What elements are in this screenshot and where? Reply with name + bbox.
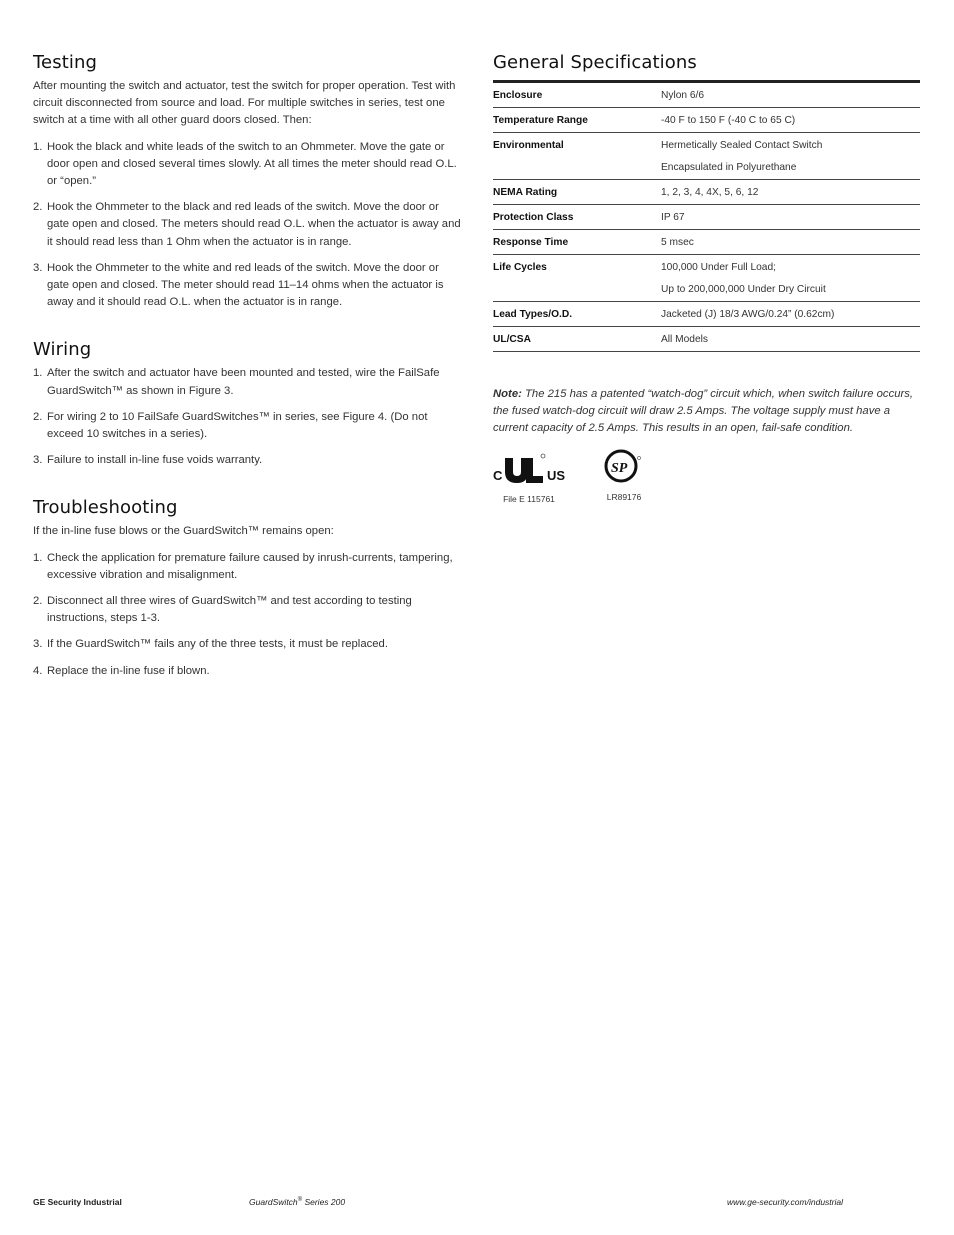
table-row <box>493 205 920 230</box>
list-item <box>33 550 463 584</box>
footer-url: www.ge-security.com/industrial <box>726 1197 843 1207</box>
spec-value: -40 F to 150 F (-40 C to 65 C) <box>661 108 920 133</box>
step-text: Failure to install in-line fuse voids warranty. <box>47 454 263 467</box>
testing-steps <box>33 139 463 312</box>
csa-logo-icon <box>604 448 644 484</box>
svg-text:C: C <box>493 467 503 483</box>
footer-company: GE Security Industrial <box>33 1197 122 1207</box>
list-item <box>33 593 463 627</box>
list-item <box>33 199 463 251</box>
spec-label: NEMA Rating <box>493 180 661 205</box>
step-text: Check the application for premature failure caused by inrush-currents, tampering, excessive vibration and misalignment. <box>47 551 453 581</box>
table-row <box>493 230 920 255</box>
step-number: 2. <box>33 201 43 214</box>
spec-value: Hermetically Sealed Contact Switch Encapsulated in Polyurethane <box>661 133 920 180</box>
step-text: Hook the black and white leads of the switch to an Ohmmeter. Move the gate or door open and closed several times slowly. At all times the meter should read O.L. or “open.” <box>47 140 457 188</box>
footer-product: GuardSwitch® Series 200 <box>249 1197 346 1207</box>
right-column <box>493 52 920 512</box>
spec-value: 1, 2, 3, 4, 4X, 5, 6, 12 <box>661 180 920 205</box>
step-text: Hook the Ohmmeter to the black and red leads of the switch. Move the door or gate open and closed. The meters should read O.L. when the actuator is away and it should read less than 1 Ohm when the actuator is in range. <box>47 201 461 248</box>
step-text: Replace the in-line fuse if blown. <box>47 664 210 677</box>
wiring-steps <box>33 365 463 469</box>
csa-mark <box>603 448 645 502</box>
testing-section <box>33 52 463 311</box>
spec-value: IP 67 <box>661 205 920 230</box>
spec-label: Temperature Range <box>493 108 661 133</box>
list-item <box>33 452 463 469</box>
note-paragraph <box>493 386 920 438</box>
troubleshooting-intro: If the in-line fuse blows or the GuardSwitch™ remains open: <box>33 525 334 538</box>
csa-file-number: LR89176 <box>606 491 642 502</box>
spec-value: Jacketed (J) 18/3 AWG/0.24” (0.62cm) <box>661 302 920 327</box>
ul-file-number: File E 115761 <box>503 493 555 504</box>
step-text: Disconnect all three wires of GuardSwitch™ and test according to testing instructions, steps 1-3. <box>47 595 412 625</box>
ul-mark <box>493 452 565 504</box>
step-number: 3. <box>33 261 43 274</box>
step-number: 1. <box>33 140 43 153</box>
wiring-heading: Wiring <box>33 339 92 361</box>
table-row <box>493 133 920 180</box>
certification-marks <box>493 452 920 512</box>
list-item <box>33 139 463 191</box>
troubleshooting-section <box>33 497 463 679</box>
list-item <box>33 409 463 443</box>
svg-text:US: US <box>547 467 565 483</box>
step-text: For wiring 2 to 10 FailSafe GuardSwitches™ in series, see Figure 4. (Do not exceed 10 switches in a series). <box>47 410 428 441</box>
specs-heading: General Specifications <box>493 52 697 73</box>
step-number: 2. <box>33 595 43 608</box>
list-item <box>33 663 463 680</box>
table-row <box>493 302 920 327</box>
step-text: If the GuardSwitch™ fails any of the three tests, it must be replaced. <box>47 638 388 651</box>
table-row <box>493 180 920 205</box>
table-row <box>493 255 920 302</box>
spec-label: Lead Types/O.D. <box>493 302 661 327</box>
spec-value: 100,000 Under Full Load; Up to 200,000,000 Under Dry Circuit <box>661 255 920 302</box>
troubleshooting-steps <box>33 550 463 680</box>
list-item <box>33 260 463 312</box>
spec-value: All Models <box>661 327 920 352</box>
left-column <box>33 52 463 708</box>
step-text: After the switch and actuator have been mounted and tested, wire the FailSafe GuardSwitch™ as shown in Figure 3. <box>47 367 440 397</box>
spec-value: 5 msec <box>661 230 920 255</box>
spec-label: Protection Class <box>493 205 661 230</box>
table-row <box>493 83 920 108</box>
spec-label: UL/CSA <box>493 327 661 352</box>
step-number: 1. <box>33 367 43 380</box>
svg-text:SP: SP <box>611 460 628 476</box>
troubleshooting-heading: Troubleshooting <box>33 497 178 519</box>
list-item <box>33 636 463 653</box>
step-number: 4. <box>33 664 43 677</box>
note-text: The 215 has a patented “watch-dog” circuit which, when switch failure occurs, the fused watch-dog circuit will draw 2.5 Amps. The voltage supply must have a current capacity of 2.5 Amps. This results in an open, fail-safe condition. <box>493 388 914 435</box>
list-item <box>33 365 463 399</box>
step-text: Hook the Ohmmeter to the white and red leads of the switch. Move the door or gate open and closed. The meter should read 11–14 ohms when the actuator is away and it should read O.L. when the actuator is in range. <box>47 261 444 309</box>
table-row <box>493 327 920 352</box>
step-number: 2. <box>33 410 43 423</box>
note-label: Note: <box>493 388 522 400</box>
wiring-section <box>33 339 463 469</box>
ul-logo-icon <box>493 452 565 486</box>
specs-table <box>493 83 920 352</box>
spec-label: Response Time <box>493 230 661 255</box>
spec-label: Environmental <box>493 133 661 180</box>
spec-label: Life Cycles <box>493 255 661 302</box>
testing-heading: Testing <box>33 52 97 73</box>
spec-value: Nylon 6/6 <box>661 83 920 108</box>
spec-label: Enclosure <box>493 83 661 108</box>
testing-intro: After mounting the switch and actuator, test the switch for proper operation. Test with circuit disconnected from source and load. For multiple switches in series, test one switch at a time with all other guard doors closed. Then: <box>33 80 456 127</box>
step-number: 3. <box>33 638 43 651</box>
step-number: 3. <box>33 454 43 467</box>
step-number: 1. <box>33 551 43 564</box>
table-row <box>493 108 920 133</box>
